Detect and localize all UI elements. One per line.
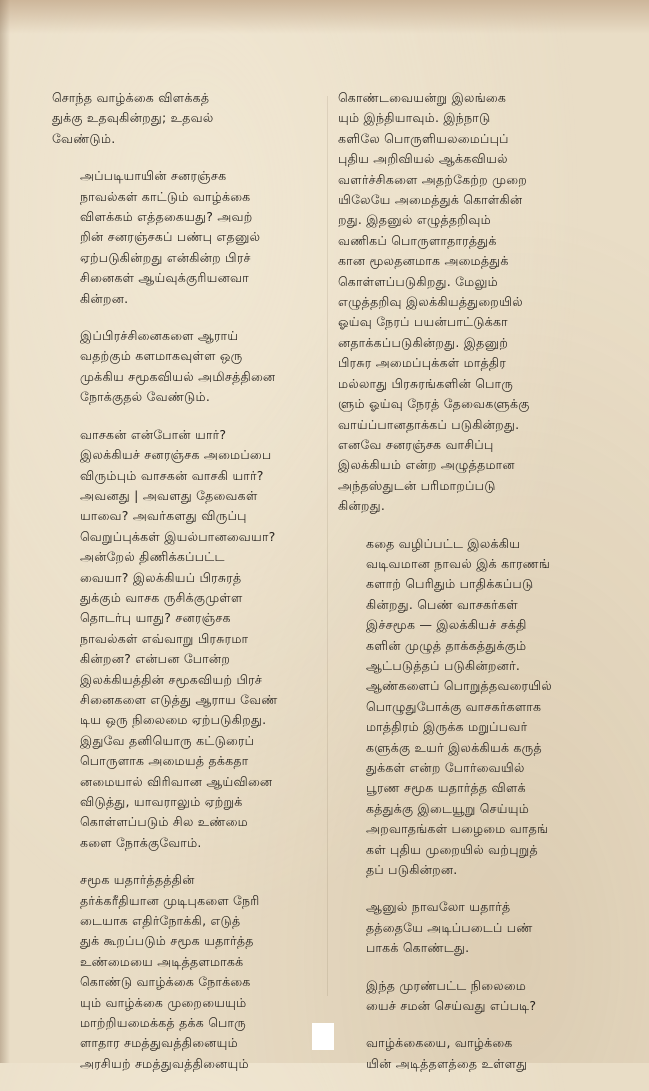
text-line: சினைகள் ஆய்வுக்குரியனவா bbox=[80, 270, 249, 286]
text-line: ஓய்வு நேரப் பயன்பாட்டுக்கா bbox=[338, 314, 508, 330]
text-line: கொள்ளப்படுகிறது. மேலும் bbox=[338, 273, 498, 289]
text-line: சினைகளை எடுத்து ஆராய வேண் bbox=[80, 691, 278, 707]
text-line: அவனது | அவளது தேவைகள் bbox=[80, 487, 258, 503]
text-line: ஆட்படுத்தப் படுகின்றனர். bbox=[366, 657, 521, 673]
text-line: எழுத்தறிவு இலக்கியத்துறையில் bbox=[338, 294, 523, 310]
text-line: வாசகன் என்போன் யார்? bbox=[80, 426, 227, 442]
text-line: ளாதார சமத்துவத்தினையும் bbox=[80, 1035, 238, 1051]
paragraph bbox=[52, 166, 318, 309]
text-line: இப்பிரச்சினைகளை ஆராய் bbox=[80, 328, 239, 344]
text-line: தப் படுகின்றன. bbox=[366, 862, 458, 878]
text-line: இச்சமூக — இலக்கியச் சக்தி bbox=[366, 617, 527, 633]
paragraph bbox=[52, 870, 318, 1074]
text-line: கின்றது. பெண் வாசகர்கள் bbox=[366, 596, 518, 612]
text-line: விரும்பும் வாசகன் வாசகி யார்? bbox=[80, 467, 264, 483]
text-line: ஆண்களைப் பொறுத்தவரையில் bbox=[366, 678, 553, 694]
text-line: அறவாதங்கள் பழைமை வாதங் bbox=[366, 821, 549, 837]
text-line: அந்தஸ்துடன் பரிமாறப்படு bbox=[338, 477, 496, 493]
text-line: டிய ஒரு நிலைமை ஏற்படுகிறது. bbox=[80, 712, 267, 728]
text-line: ஆனுல் நாவலோ யதார்த் bbox=[366, 899, 511, 915]
text-line: கின்றன. bbox=[80, 290, 129, 306]
text-line: உண்மையை அடித்தளமாகக் bbox=[80, 953, 244, 969]
text-line: கள் புதிய முறையில் வற்புறுத் bbox=[366, 841, 538, 857]
text-line: மல்லாது பிரசுரங்களின் பொரு bbox=[338, 375, 514, 391]
text-line: இந்த முரண்பட்ட நிலைமை bbox=[366, 977, 527, 993]
text-line: தத்தையே அடிப்படைப் பண் bbox=[366, 919, 533, 935]
text-line: பொருளாக அமையத் தக்கதா bbox=[80, 753, 249, 769]
text-line: கதை வழிப்பட்ட இலக்கிய bbox=[366, 535, 521, 551]
text-line: துக்கும் வாசக ருசிக்குமுள்ள bbox=[80, 589, 243, 605]
text-line: துக்கள் என்ற போர்வையில் bbox=[366, 760, 525, 775]
paragraph bbox=[338, 88, 616, 517]
text-line: யிலேயே அமைத்துக் கொள்கின் bbox=[338, 192, 523, 208]
text-line: இலக்கியம் என்ற அழுத்தமான bbox=[338, 457, 515, 473]
text-line: வதற்கும் களமாகவுள்ள ஒரு bbox=[80, 348, 243, 364]
text-line: பிரசுர அமைப்புக்கள் மாத்திர bbox=[338, 355, 507, 371]
text-line: அப்படியாயின் சனரஞ்சக bbox=[80, 168, 227, 184]
text-line: கொள்ளப்படும் சில உண்மை bbox=[80, 814, 248, 830]
paragraph bbox=[52, 326, 318, 408]
text-line: நோக்குதல் வேண்டும். bbox=[80, 389, 211, 405]
text-line: எனவே சனரஞ்சக வாசிப்பு bbox=[338, 436, 494, 452]
page-top-shadow bbox=[0, 0, 649, 34]
text-line: துக் கூறப்படும் சமூக யதார்த்த bbox=[80, 933, 254, 949]
text-line: நாவல்கள் காட்டும் வாழ்க்கை bbox=[80, 188, 251, 204]
text-line: களாற் பெரிதும் பாதிக்கப்படு bbox=[366, 576, 534, 592]
text-line: பூரண சமூக யதார்த்த விளக் bbox=[366, 780, 526, 796]
paragraph bbox=[338, 1033, 616, 1074]
text-line: யின் அடித்தளத்தை உள்ளது bbox=[366, 1055, 528, 1071]
page-binding-shadow bbox=[0, 0, 10, 1063]
text-line: யாவை? அவர்களது விருப்பு bbox=[80, 508, 247, 524]
text-line: துக்கு உதவுகின்றது; உதவல் bbox=[52, 110, 214, 126]
text-line: வாய்ப்பானதாக்கப் படுகின்றது. bbox=[338, 416, 520, 432]
text-line: மாற்றியமைக்கத் தக்க பொரு bbox=[80, 1015, 247, 1031]
paragraph bbox=[338, 534, 616, 881]
text-line: இதுவே தனியொரு கட்டுரைப் bbox=[80, 732, 255, 748]
text-line: மாத்திரம் இருக்க மறுப்பவர் bbox=[366, 719, 528, 735]
text-line: கொண்டு வாழ்க்கை நோக்கை bbox=[80, 974, 251, 990]
text-line: அரசியற் சமத்துவத்தினையும் bbox=[80, 1055, 249, 1071]
text-line: கான மூலதனமாக அமைத்துக் bbox=[338, 253, 509, 269]
left-text-column bbox=[52, 88, 318, 1091]
text-line: விடுத்து, யாவராலும் ஏற்றுக் bbox=[80, 794, 243, 809]
text-line: ஏற்படுகின்றது என்கின்ற பிரச் bbox=[80, 249, 251, 265]
text-line: னதாக்கப்படுகின்றது. இதனுற் bbox=[338, 334, 509, 350]
text-line: இலக்கியத்தின் சமூகவியற் பிரச் bbox=[80, 671, 263, 687]
paragraph bbox=[52, 425, 318, 854]
text-line: றது. இதனுல் எழுத்தறிவும் bbox=[338, 212, 491, 228]
text-line: களிலே பொருளியலமைப்புப் bbox=[338, 130, 509, 146]
text-line: வளர்ச்சிகளை அதற்கேற்ற முறை bbox=[338, 171, 527, 187]
text-line: புதிய அறிவியல் ஆக்கவியல் bbox=[338, 151, 508, 167]
right-text-column bbox=[338, 88, 616, 1091]
text-line: வேண்டும். bbox=[52, 130, 116, 146]
paragraph bbox=[52, 88, 318, 149]
text-line: களை நோக்குவோம். bbox=[80, 834, 202, 850]
text-line: யும் வாழ்க்கை முறையையும் bbox=[80, 994, 247, 1010]
text-line: அன்றேல் திணிக்கப்பட்ட bbox=[80, 549, 225, 565]
text-line: தொடர்பு யாது? சனரஞ்சக bbox=[80, 610, 231, 626]
text-line: களின் முழுத் தாக்கத்துக்கும் bbox=[366, 637, 527, 653]
text-line: சமூக யதார்த்தத்தின் bbox=[80, 872, 195, 888]
text-line: பாகக் கொண்டது. bbox=[366, 940, 470, 956]
column-gutter bbox=[327, 96, 328, 996]
text-line: கொண்டவையன்று இலங்கை bbox=[338, 90, 507, 105]
text-line: சொந்த வாழ்க்கை விளக்கத் bbox=[52, 90, 210, 105]
text-line: ளும் ஓய்வு நேரத் தேவைகளுக்கு bbox=[338, 396, 530, 412]
text-line: வடிவமான நாவல் இக் காரணங் bbox=[366, 555, 551, 571]
text-line: வெறுப்புக்கள் இயல்பானவையா? bbox=[80, 528, 276, 544]
text-line: தர்க்கரீதியான முடிபுகளை நேரி bbox=[80, 892, 260, 908]
text-line: களுக்கு உயர் இலக்கியக் கருத் bbox=[366, 739, 542, 755]
text-line: முக்கிய சமூகவியல் அமிசத்தினை bbox=[80, 368, 276, 384]
text-line: வணிகப் பொருளாதாரத்துக் bbox=[338, 232, 497, 248]
paragraph bbox=[338, 976, 616, 1017]
text-line: றின் சனரஞ்சகப் பண்பு எதனுல் bbox=[80, 229, 261, 245]
text-line: விளக்கம் எத்தகையது? அவற் bbox=[80, 209, 253, 225]
text-line: யும் இந்தியாவும். இந்நாடு bbox=[338, 110, 491, 126]
text-line: டையாக எதிர்நோக்கி, எடுத் bbox=[80, 913, 241, 929]
text-line: கின்றது. bbox=[338, 498, 386, 514]
text-line: வாழ்க்கையை, வாழ்க்கை bbox=[366, 1035, 513, 1051]
text-line: பொழுதுபோக்கு வாசகர்களாக bbox=[366, 698, 542, 714]
text-line: வையா? இலக்கியப் பிரசுரத் bbox=[80, 569, 242, 585]
text-line: யைச் சமன் செய்வது எப்படி? bbox=[366, 998, 537, 1014]
paragraph bbox=[338, 897, 616, 958]
text-line: இலக்கியச் சனரஞ்சக அமைப்பை bbox=[80, 447, 272, 463]
page-number-marker bbox=[312, 1023, 334, 1050]
text-line: கத்துக்கு இடையூறு செய்யும் bbox=[366, 800, 530, 816]
text-line: நாவல்கள் எவ்வாறு பிரசுரமா bbox=[80, 630, 249, 646]
text-line: கின்றன? என்பன போன்ற bbox=[80, 651, 231, 667]
text-line: னமையால் விரிவான ஆய்வினை bbox=[80, 773, 273, 789]
